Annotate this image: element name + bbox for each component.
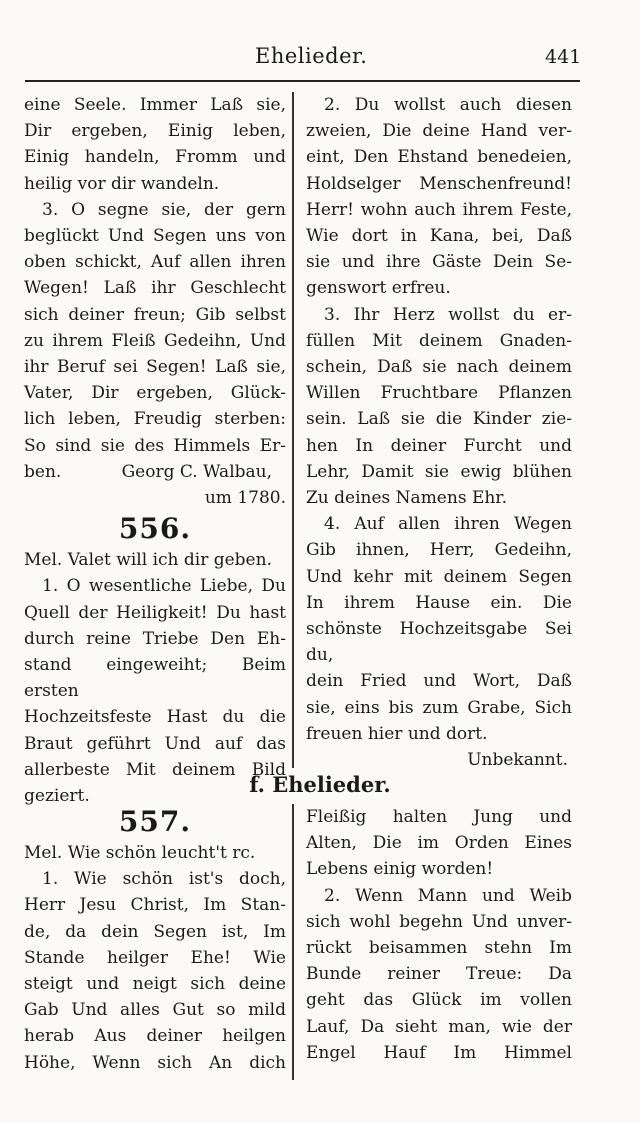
text-line: sein. Laß sie die Kinder zie-	[306, 409, 572, 430]
text-line: steigt und neigt sich deine	[24, 974, 286, 995]
upper-column-divider	[292, 92, 294, 768]
text-line: geziert.	[24, 786, 90, 807]
text-line: sich wohl begehn Und unver-	[306, 911, 572, 932]
text-line: Zu deines Namens Ehr.	[306, 488, 507, 509]
lower-left-column	[24, 804, 286, 1076]
author-date: um 1780.	[204, 488, 286, 509]
text-line: Willen Fruchtbare Pflanzen	[306, 383, 572, 404]
verse-start-line: 1. O wesentliche Liebe, Du	[42, 576, 286, 597]
text-line: beglückt Und Segen uns von	[24, 226, 286, 247]
text-line: füllen Mit deinem Gnaden-	[306, 330, 572, 351]
text-line: allerbeste Mit deinem Bild	[24, 759, 286, 780]
text-line: eint, Den Ehstand benedeien,	[306, 147, 572, 168]
running-header-title: Ehelieder.	[255, 44, 368, 68]
text-line: Fleißig halten Jung und	[306, 807, 572, 827]
text-line: Herr! wohn auch ihrem Feste,	[306, 199, 572, 220]
text-line: freuen hier und dort.	[306, 723, 488, 744]
text-line: Wie dort in Kana, bei, Daß	[306, 226, 572, 247]
text-line: ihr Beruf sei Segen! Laß sie,	[24, 357, 286, 378]
text-line: So sind sie des Himmels Er-	[24, 435, 286, 456]
text-line: Alten, Die im Orden Eines	[306, 833, 572, 854]
text-line: Wegen! Laß ihr Geschlecht	[24, 278, 286, 299]
page-number: 441	[545, 46, 582, 68]
text-line: schein, Daß sie nach deinem	[306, 357, 572, 378]
text-line: Höhe, Wenn sich An dich	[24, 1052, 286, 1073]
text-line: Vater, Dir ergeben, Glück-	[24, 383, 286, 404]
text-line: de, da dein Segen ist, Im	[24, 921, 286, 942]
text-line: herab Aus deiner heilgen	[24, 1026, 286, 1047]
text-line: sie und ihre Gäste Dein Se-	[306, 252, 572, 273]
upper-right-column	[306, 92, 572, 773]
text-line: Einig handeln, Fromm und	[24, 147, 286, 168]
text-line: Lauf, Da sieht man, wie der	[306, 1016, 572, 1037]
text-line: sie, eins bis zum Grabe, Sich	[306, 697, 572, 718]
text-line: Braut geführt Und auf das	[24, 733, 286, 754]
text-line: genswort erfreu.	[306, 278, 451, 299]
text-line: rückt beisammen stehn Im	[306, 938, 572, 959]
text-line: oben schickt, Auf allen ihren	[24, 252, 286, 273]
text-line: eine Seele. Immer Laß sie,	[24, 95, 286, 115]
text-line: Holdselger Menschenfreund!	[306, 173, 572, 194]
text-line: lich leben, Freudig sterben:	[24, 409, 286, 430]
text-line: Dir ergeben, Einig leben,	[24, 121, 286, 142]
text-line: Hochzeitsfeste Hast du die	[24, 707, 286, 728]
section-heading: f. Ehelieder.	[249, 772, 391, 797]
text-line: dein Fried und Wort, Daß	[306, 671, 572, 692]
verse-start-line: 3. O segne sie, der gern	[42, 199, 286, 220]
melody-line: Mel. Wie schön leucht't rc.	[24, 843, 256, 863]
melody-line: Mel. Valet will ich dir geben.	[24, 550, 272, 571]
text-line: hen In deiner Furcht und	[306, 435, 572, 456]
text-line: Lebens einig worden!	[306, 859, 494, 880]
text-line: Quell der Heiligkeit! Du hast	[24, 602, 286, 623]
text-line: Und kehr mit deinem Segen	[306, 566, 572, 587]
text-line: Stande heilger Ehe! Wie	[24, 947, 286, 968]
hymn-number-557: 557.	[118, 805, 192, 838]
text-line: Lehr, Damit sie ewig blühen	[306, 461, 572, 482]
text-line: Bunde reiner Treue: Da	[306, 964, 572, 985]
upper-left-column	[24, 92, 286, 809]
text-line: geht das Glück im vollen	[306, 990, 572, 1011]
text-line: Gab Und alles Gut so mild	[24, 1000, 286, 1021]
text-line: heilig vor dir wandeln.	[24, 173, 220, 194]
text-line: Gib ihnen, Herr, Gedeihn,	[306, 540, 572, 561]
text-line: zweien, Die deine Hand ver-	[306, 121, 572, 142]
text-line: Herr Jesu Christ, Im Stan-	[24, 895, 286, 916]
author-row	[24, 459, 286, 485]
author-name: Georg C. Walbau,	[121, 461, 272, 482]
lower-right-column	[306, 804, 572, 1066]
verse-start-line: 1. Wie schön ist's doch,	[42, 869, 286, 890]
text-line: stand eingeweiht; Beim ersten	[24, 655, 286, 702]
verse-start-line: 2. Wenn Mann und Weib	[324, 885, 572, 906]
text-line: durch reine Triebe Den Eh-	[24, 628, 286, 649]
text-line: In ihrem Hause ein. Die	[306, 592, 572, 613]
text-line: schönste Hochzeitsgabe Sei du,	[306, 619, 572, 666]
author-name: Unbekannt.	[467, 750, 568, 771]
text-line: ben.	[24, 461, 62, 482]
lower-column-divider	[292, 804, 294, 1080]
verse-start-line: 3. Ihr Herz wollst du er-	[324, 304, 572, 325]
hymn-number-556: 556.	[118, 512, 192, 546]
text-line: zu ihrem Fleiß Gedeihn, Und	[24, 330, 286, 351]
verse-start-line: 4. Auf allen ihren Wegen	[324, 514, 572, 535]
header-rule	[25, 80, 580, 82]
text-line: Engel Hauf Im Himmel	[306, 1042, 572, 1063]
verse-start-line: 2. Du wollst auch diesen	[324, 95, 572, 115]
text-line: sich deiner freun; Gib selbst	[24, 304, 286, 325]
